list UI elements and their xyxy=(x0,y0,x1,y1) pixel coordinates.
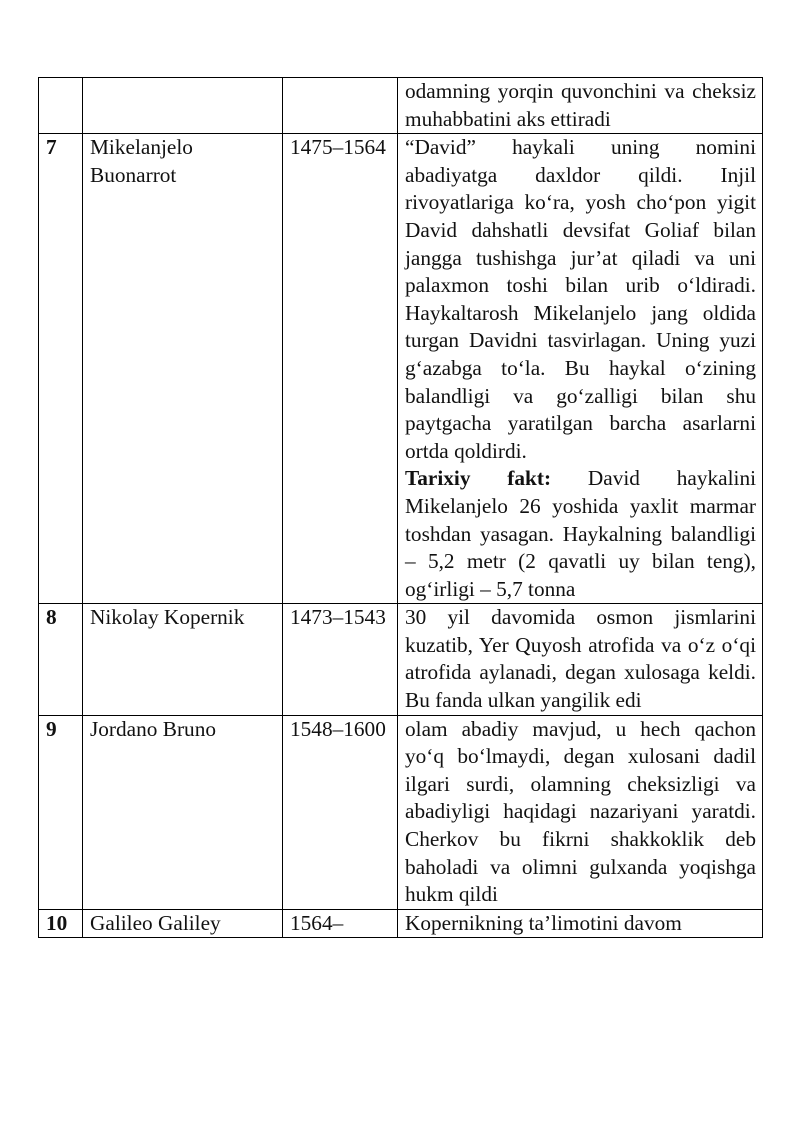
table-row xyxy=(39,134,763,604)
historical-fact xyxy=(405,465,756,603)
life-years: 1564– xyxy=(283,909,398,938)
life-years: 1475–1564 xyxy=(283,134,398,604)
description: 30 yil davomida osmon jismlarini kuzatib, Yer Quyosh atrofida va o‘z o‘qi atrofida aylanadi, degan xulosaga keldi. Bu fanda ulkan yangilik edi xyxy=(398,604,763,715)
person-name xyxy=(83,78,283,134)
row-number: 10 xyxy=(39,909,83,938)
fact-label: Tarixiy fakt: xyxy=(405,466,552,491)
person-name: Mikelanjelo Buonarrot xyxy=(83,134,283,604)
description: odamning yorqin quvonchini va cheksiz muhabbatini aks ettiradi xyxy=(398,78,763,134)
life-years: 1473–1543 xyxy=(283,604,398,715)
description-cell xyxy=(398,134,763,604)
row-number: 8 xyxy=(39,604,83,715)
person-name: Nikolay Kopernik xyxy=(83,604,283,715)
row-number xyxy=(39,78,83,134)
person-name: Jordano Bruno xyxy=(83,715,283,909)
scientists-table xyxy=(38,77,763,938)
life-years xyxy=(283,78,398,134)
description: “David” haykali uning nomini abadiyatga daxldor qildi. Injil rivoyatlariga ko‘ra, yosh cho‘pon yigit David dahshatli devsifat Goliaf bilan jangga tushishga jur’at qiladi va uni palaxmon toshi bilan urib o‘ldiradi. Haykaltarosh Mikelanjelo jang oldida turgan Davidni tasvirlagan. Uning yuzi g‘azabga to‘la. Bu haykal o‘zining balandligi va go‘zalligi bilan shu paytgacha yaratilgan barcha asarlarni ortda qoldirdi. xyxy=(405,135,756,463)
description: Kopernikning ta’limotini davom xyxy=(398,909,763,938)
fact-text: David haykalini Mikelanjelo 26 yoshida yaxlit marmar toshdan yasagan. Haykalning balandligi – 5,2 metr (2 qavatli uy bilan teng), og‘irligi – 5,7 tonna xyxy=(405,466,757,601)
table-row xyxy=(39,715,763,909)
table-row xyxy=(39,78,763,134)
person-name: Galileo Galiley xyxy=(83,909,283,938)
row-number: 9 xyxy=(39,715,83,909)
table-row xyxy=(39,604,763,715)
row-number: 7 xyxy=(39,134,83,604)
life-years: 1548–1600 xyxy=(283,715,398,909)
description: olam abadiy mavjud, u hech qachon yo‘q bo‘lmaydi, degan xulosani dadil ilgari surdi, olamning cheksizligi va abadiyligi haqidagi nazariyani yaratdi. Cherkov bu fikrni shakkoklik deb baholadi va olimni gulxanda yoqishga hukm qildi xyxy=(398,715,763,909)
table-row xyxy=(39,909,763,938)
